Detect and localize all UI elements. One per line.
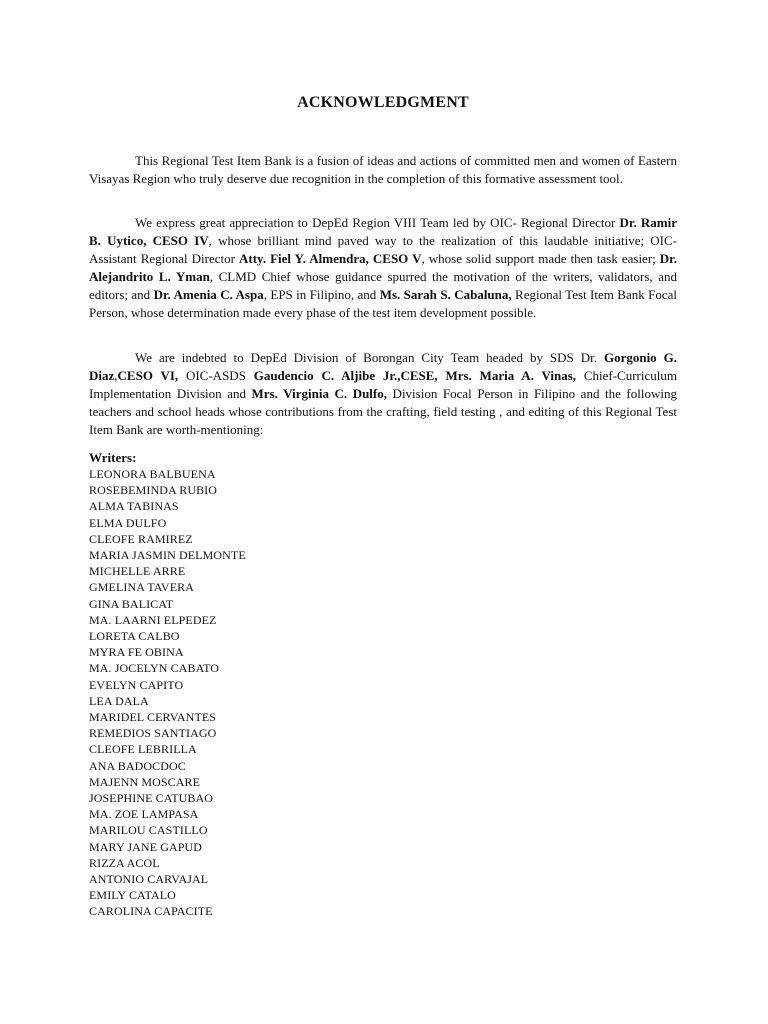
writer-name: ALMA TABINAS [89,499,179,514]
writer-name: MARY JANE GAPUD [89,839,203,854]
bold-name-run: Ms. Sarah S. Cabaluna, [379,287,512,302]
paragraph-intro [89,152,677,188]
text-run: , whose brilliant mind paved way to the realization of this laudable initiative; OIC-Assistant Regional Director [89,233,677,266]
writer-name: GMELINA TAVERA [89,580,194,595]
bold-name-run: Gaudencio C. Aljibe Jr.,CESE, Mrs. Maria A. Vinas, [253,368,577,383]
text-run: OIC-ASDS [178,368,254,383]
text-run: Division Focal Person in Filipino and the following teachers and school heads whose contributions from the crafting, field testing , and editing of this Regional Test Item Bank are worth-mentioning: [89,386,677,437]
bold-name-run: Atty. Fiel Y. Almendra, CESO V [238,251,422,266]
writer-name: MARILOU CASTILLO [89,823,208,838]
writer-name: EVELYN CAPITO [89,677,184,692]
bold-name-run: Dr. Amenia C. Aspa [153,287,264,302]
writer-name: RIZZA ACOL [89,855,160,870]
writer-name: CLEOFE RAMIREZ [89,531,193,546]
writer-name: JOSEPHINE CATUBAO [89,791,214,806]
writer-name: MYRA FE OBINA [89,645,184,660]
text-run: , [114,368,118,383]
writer-name: CAROLINA CAPACITE [89,904,213,919]
writer-name: CLEOFE LEBRILLA [89,742,197,757]
writer-name: LORETA CALBO [89,629,180,644]
text-run: Chief-Curriculum Implementation Division and [89,368,677,401]
writer-name: MA. JOCELYN CABATO [89,661,220,676]
writer-name: MARIDEL CERVANTES [89,710,217,725]
writer-name: LEONORA BALBUENA [89,467,216,481]
text-run: , EPS in Filipino, and [263,287,380,302]
writers-list [89,466,246,920]
writer-name: MAJENN MOSCARE [89,774,201,789]
text-run: Regional Test Item Bank Focal Person, whose determination made every phase of the test item development possible. [89,287,677,320]
writer-name: MA. LAARNI ELPEDEZ [89,612,217,627]
paragraph-division-team [89,349,677,439]
text-run: We express great appreciation to DepEd Region VIII Team led by OIC- Regional Director [135,215,620,230]
bold-name-run: CESO VI, [117,368,179,383]
writer-name: ANTONIO CARVAJAL [89,872,209,887]
writer-name: REMEDIOS SANTIAGO [89,726,217,741]
text-run: We are indebted to DepEd Division of Borongan City Team headed by SDS Dr. [135,350,604,365]
writer-name: LEA DALA [89,693,149,708]
writer-name: ROSEBEMINDA RUBIO [89,483,218,498]
text-run: , whose solid support made then task easier; [421,251,660,266]
text-run: , CLMD Chief whose guidance spurred the motivation of the writers, validators, and editors; and [89,269,677,302]
bold-name-run: Dr. Alejandrito L. Yman [89,251,677,284]
writer-name: GINA BALICAT [89,596,174,611]
bold-name-run: Gorgonio G. Diaz [89,350,678,383]
writer-name: MARIA JASMIN DELMONTE [89,548,246,563]
page-title: ACKNOWLEDGMENT [297,94,469,111]
writer-name: ANA BADOCDOC [89,758,186,773]
writer-name: MA. ZOE LAMPASA [89,807,199,822]
text-run: This Regional Test Item Bank is a fusion of ideas and actions of committed men and women of Eastern Visayas Region who truly deserve due recognition in the completion of this formative assessment tool. [89,153,677,186]
writer-name: ELMA DULFO [89,515,167,530]
writers-heading: Writers: [89,450,137,465]
writer-name: MICHELLE ARRE [89,564,186,579]
writer-name: EMILY CATALO [89,888,176,903]
bold-name-run: Dr. Ramir B. Uytico, CESO IV [89,215,677,248]
paragraph-regional-team [89,214,677,322]
bold-name-run: Mrs. Virginia C. Dulfo, [251,386,387,401]
